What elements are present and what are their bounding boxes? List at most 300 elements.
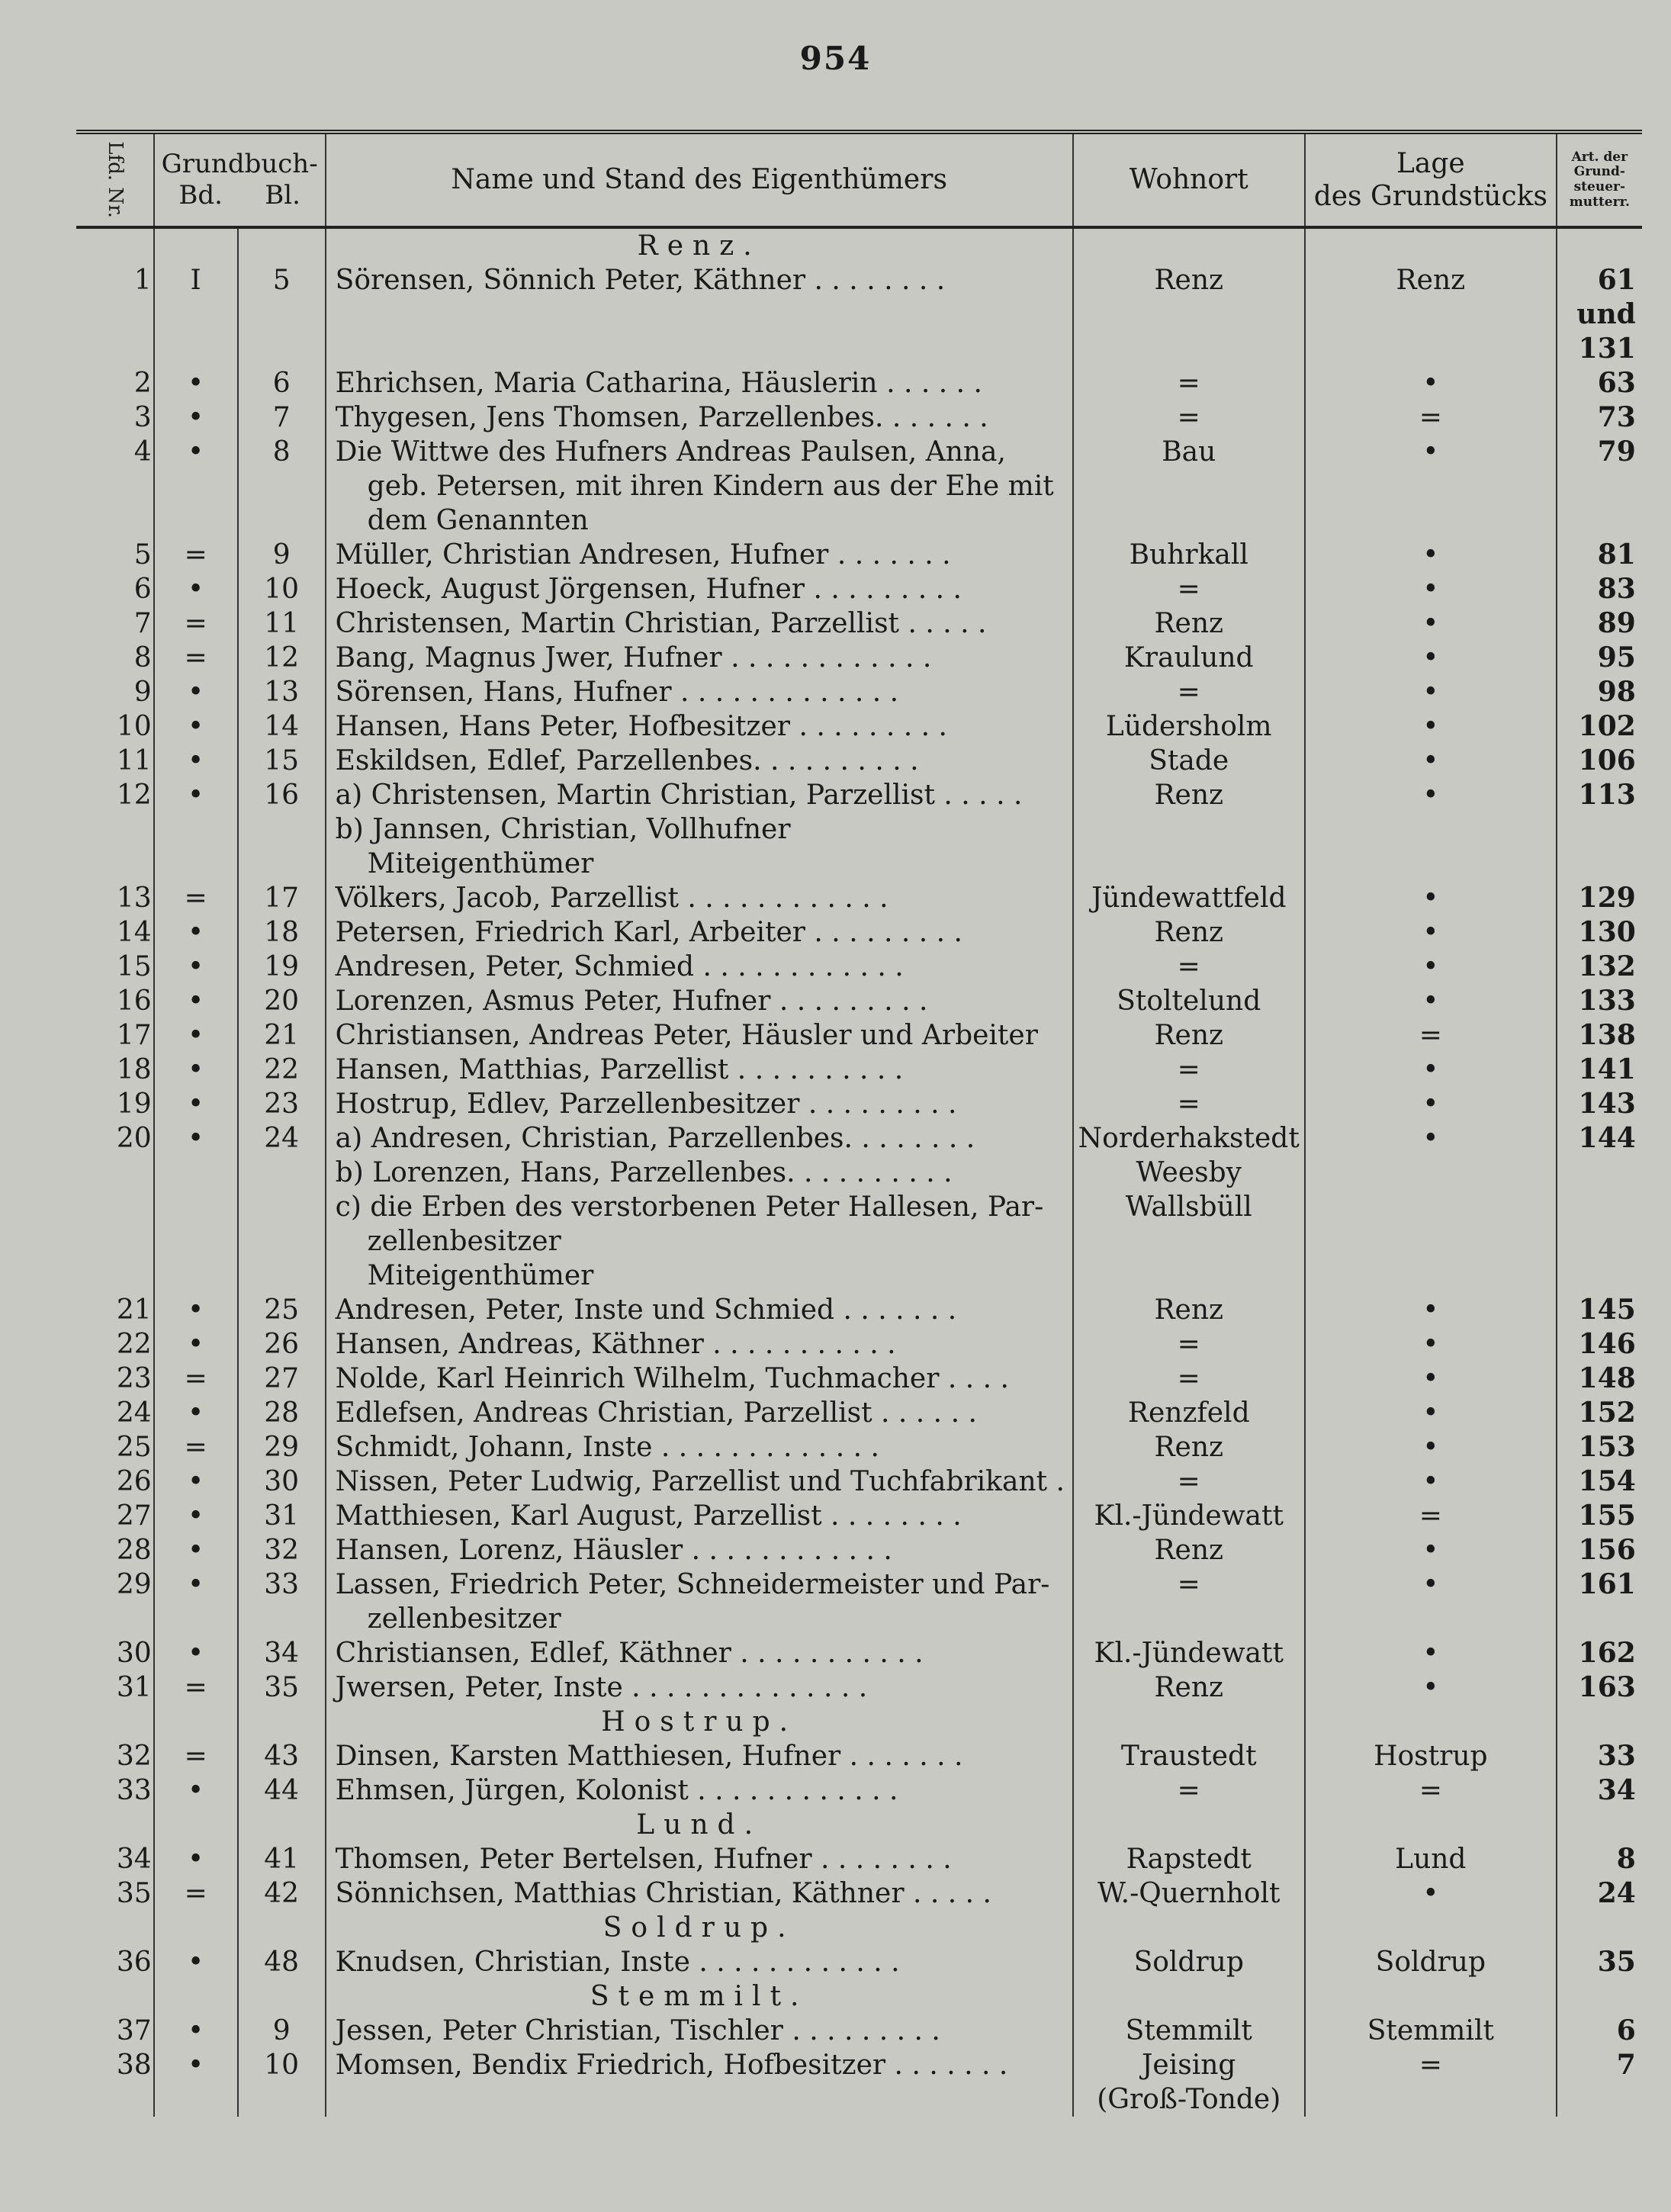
owner-name-line: Hansen, Hans Peter, Hofbesitzer . . . . . . . . .: [335, 711, 947, 742]
owner-name: [326, 2014, 1073, 2048]
owner-name: [326, 1121, 1073, 1293]
grundbuch-band: •: [154, 1327, 238, 1362]
owner-name-line: Momsen, Bendix Friedrich, Hofbesitzer . . . . . . .: [335, 2050, 1008, 2081]
owner-name-line: zellenbesitzer: [367, 1226, 561, 1257]
table-row: [76, 778, 1642, 881]
grundbuch-band: I: [154, 263, 238, 366]
owner-name-line: Knudsen, Christian, Inste . . . . . . . . . . . .: [335, 1947, 900, 1978]
artikel-number: [1557, 1430, 1642, 1464]
lage: •: [1305, 1053, 1557, 1087]
table-row: [76, 984, 1642, 1018]
wohnort: [1073, 2048, 1305, 2117]
table-row: [76, 1430, 1642, 1464]
wohnort-line: Lüdersholm: [1105, 711, 1272, 742]
lage: •: [1305, 606, 1557, 641]
grundbuch-band: =: [154, 1430, 238, 1464]
wohnort-line: Bau: [1162, 436, 1216, 468]
wohnort: [1073, 1876, 1305, 1911]
artikel-line: 138: [1578, 1019, 1636, 1051]
artikel-line: 141: [1578, 1053, 1636, 1085]
table-row: [76, 538, 1642, 572]
grundbuch-blatt: 5: [238, 263, 326, 366]
lage: Soldrup: [1305, 1945, 1557, 1979]
wohnort: [1073, 744, 1305, 778]
artikel-line: 162: [1578, 1637, 1636, 1669]
wohnort: [1073, 641, 1305, 675]
lage: •: [1305, 915, 1557, 950]
owner-name: [326, 1464, 1073, 1499]
grundbuch-band: =: [154, 538, 238, 572]
wohnort: [1073, 1362, 1305, 1396]
row-number: 27: [76, 1499, 154, 1533]
artikel-number: [1557, 1362, 1642, 1396]
group-heading-row: [76, 1705, 1642, 1739]
artikel-number: [1557, 778, 1642, 881]
grundbuch-blatt: 15: [238, 744, 326, 778]
grundbuch-band: •: [154, 1053, 238, 1087]
wohnort: [1073, 1053, 1305, 1087]
artikel-number: [1557, 1053, 1642, 1087]
artikel-line: 163: [1578, 1671, 1636, 1703]
header-bl: Bl.: [265, 180, 300, 211]
artikel-line: 145: [1578, 1294, 1636, 1326]
owner-name: [326, 1362, 1073, 1396]
table-body: [76, 227, 1642, 2117]
wohnort: [1073, 1636, 1305, 1670]
wohnort: [1073, 1739, 1305, 1773]
grundbuch-blatt: 29: [238, 1430, 326, 1464]
wohnort-line: Renz: [1154, 917, 1224, 948]
artikel-number: [1557, 881, 1642, 915]
owner-name-line: Sönnichsen, Matthias Christian, Käthner . . . . .: [335, 1878, 991, 1909]
owner-name-line: zellenbesitzer: [367, 1603, 561, 1635]
row-number: 29: [76, 1567, 154, 1636]
artikel-number: [1557, 1842, 1642, 1876]
row-number: 7: [76, 606, 154, 641]
lage: •: [1305, 1430, 1557, 1464]
row-number: 30: [76, 1636, 154, 1670]
lage: •: [1305, 1876, 1557, 1911]
artikel-line: 81: [1597, 539, 1636, 571]
lage: •: [1305, 1087, 1557, 1121]
grundbuch-blatt: 32: [238, 1533, 326, 1567]
lage: •: [1305, 744, 1557, 778]
owner-name-line: Christiansen, Edlef, Käthner . . . . . . . . . . .: [335, 1638, 924, 1669]
row-number: 6: [76, 572, 154, 606]
owner-name: [326, 1327, 1073, 1362]
lage: •: [1305, 538, 1557, 572]
wohnort: [1073, 915, 1305, 950]
artikel-line: 146: [1578, 1328, 1636, 1360]
grundbuch-blatt: 6: [238, 366, 326, 400]
grundbuch-band: •: [154, 984, 238, 1018]
artikel-number: [1557, 606, 1642, 641]
grundbuch-band: •: [154, 572, 238, 606]
artikel-number: [1557, 1773, 1642, 1808]
owner-name-line: Petersen, Friedrich Karl, Arbeiter . . . . . . . . .: [335, 917, 962, 948]
wohnort: [1073, 572, 1305, 606]
grundbuch-blatt: 28: [238, 1396, 326, 1430]
artikel-number: [1557, 1533, 1642, 1567]
row-number: 32: [76, 1739, 154, 1773]
owner-name: [326, 641, 1073, 675]
wohnort: [1073, 1121, 1305, 1293]
artikel-number: [1557, 641, 1642, 675]
wohnort-line: =: [1177, 402, 1200, 433]
table-row: [76, 2014, 1642, 2048]
wohnort-line: =: [1177, 677, 1200, 708]
wohnort-line: Wallsbüll: [1125, 1191, 1252, 1223]
artikel-number: [1557, 2014, 1642, 2048]
row-number: 11: [76, 744, 154, 778]
row-number: 19: [76, 1087, 154, 1121]
table-row: [76, 675, 1642, 709]
table-row: [76, 881, 1642, 915]
grundbuch-blatt: 9: [238, 538, 326, 572]
table-row: [76, 1396, 1642, 1430]
owner-name: [326, 881, 1073, 915]
owner-name: [326, 915, 1073, 950]
artikel-number: [1557, 1087, 1642, 1121]
owner-name: [326, 1018, 1073, 1053]
grundbuch-blatt: 35: [238, 1670, 326, 1705]
owner-name: [326, 366, 1073, 400]
owner-name-line: Miteigenthümer: [367, 1260, 594, 1291]
grundbuch-band: =: [154, 881, 238, 915]
wohnort-line: =: [1177, 1775, 1200, 1806]
artikel-number: [1557, 1739, 1642, 1773]
wohnort-line: Traustedt: [1120, 1741, 1257, 1772]
artikel-number: [1557, 2048, 1642, 2117]
lage: Lund: [1305, 1842, 1557, 1876]
table-row: [76, 400, 1642, 435]
wohnort-line: Renz: [1154, 1535, 1224, 1566]
row-number: 35: [76, 1876, 154, 1911]
grundbuch-band: •: [154, 950, 238, 984]
lage: Hostrup: [1305, 1739, 1557, 1773]
owner-name-line: Christensen, Martin Christian, Parzellist . . . . .: [335, 608, 987, 639]
grundbuch-band: =: [154, 1670, 238, 1705]
row-number: 3: [76, 400, 154, 435]
artikel-number: [1557, 950, 1642, 984]
grundbuch-band: •: [154, 400, 238, 435]
wohnort: [1073, 1293, 1305, 1327]
lage: =: [1305, 400, 1557, 435]
table-row: [76, 1945, 1642, 1979]
header-wohnort: Wohnort: [1073, 132, 1305, 227]
grundbuch-blatt: 24: [238, 1121, 326, 1293]
grundbuch-blatt: 13: [238, 675, 326, 709]
grundbuch-blatt: 30: [238, 1464, 326, 1499]
row-number: 23: [76, 1362, 154, 1396]
artikel-number: [1557, 1876, 1642, 1911]
owner-name-line: Eskildsen, Edlef, Parzellenbes. . . . . . . . . .: [335, 745, 919, 776]
grundbuch-band: •: [154, 1396, 238, 1430]
owner-name-line: c) die Erben des verstorbenen Peter Hallesen, Par-: [335, 1191, 1044, 1223]
grundbuch-blatt: 12: [238, 641, 326, 675]
table-row: [76, 1567, 1642, 1636]
owner-name: [326, 538, 1073, 572]
wohnort: [1073, 950, 1305, 984]
table-row: [76, 263, 1642, 366]
grundbuch-band: •: [154, 1567, 238, 1636]
owner-name: [326, 1430, 1073, 1464]
grundbuch-band: •: [154, 1533, 238, 1567]
artikel-line: 63: [1597, 367, 1636, 399]
wohnort-line: Norderhakstedt: [1078, 1123, 1300, 1154]
owner-name-line: Hansen, Lorenz, Häusler . . . . . . . . . . . .: [335, 1535, 892, 1566]
owner-name: [326, 1053, 1073, 1087]
table-row: [76, 1121, 1642, 1293]
artikel-number: [1557, 1293, 1642, 1327]
lage: =: [1305, 1018, 1557, 1053]
grundbuch-band: •: [154, 1018, 238, 1053]
lage: •: [1305, 950, 1557, 984]
grundbuch-band: •: [154, 744, 238, 778]
wohnort-line: Renz: [1154, 780, 1224, 811]
wohnort: [1073, 881, 1305, 915]
owner-name-line: Edlefsen, Andreas Christian, Parzellist . . . . . .: [335, 1397, 977, 1429]
owner-name: [326, 744, 1073, 778]
owner-name: [326, 1396, 1073, 1430]
wohnort: [1073, 1670, 1305, 1705]
wohnort: [1073, 1567, 1305, 1636]
artikel-number: [1557, 1121, 1642, 1293]
table-row: [76, 1533, 1642, 1567]
table-row: [76, 2048, 1642, 2117]
row-number: 18: [76, 1053, 154, 1087]
owner-name-line: Die Wittwe des Hufners Andreas Paulsen, Anna,: [335, 436, 1006, 468]
header-name: Name und Stand des Eigenthümers: [326, 132, 1073, 227]
row-number: 26: [76, 1464, 154, 1499]
wohnort: [1073, 400, 1305, 435]
table-row: [76, 1293, 1642, 1327]
artikel-line: 153: [1578, 1431, 1636, 1463]
row-number: 4: [76, 435, 154, 538]
lage: •: [1305, 435, 1557, 538]
wohnort: [1073, 709, 1305, 744]
wohnort-line: Renzfeld: [1127, 1397, 1250, 1429]
lage: •: [1305, 675, 1557, 709]
artikel-line: 143: [1578, 1088, 1636, 1120]
grundbuch-band: •: [154, 1464, 238, 1499]
grundbuch-blatt: 10: [238, 2048, 326, 2117]
table-row: [76, 1464, 1642, 1499]
artikel-line: 61: [1597, 264, 1636, 296]
artikel-line: 131: [1578, 333, 1636, 365]
wohnort: [1073, 1018, 1305, 1053]
lage: •: [1305, 1670, 1557, 1705]
lage: •: [1305, 1464, 1557, 1499]
wohnort-line: Jeising: [1142, 2050, 1236, 2081]
grundbuch-blatt: 10: [238, 572, 326, 606]
owner-name-line: Jessen, Peter Christian, Tischler . . . . . . . . .: [335, 2015, 940, 2046]
owner-name-line: Andresen, Peter, Schmied . . . . . . . . . . . .: [335, 951, 904, 982]
artikel-line: 35: [1597, 1946, 1636, 1978]
wohnort: [1073, 1327, 1305, 1362]
table-row: [76, 950, 1642, 984]
lage: =: [1305, 1499, 1557, 1533]
table-row: [76, 1842, 1642, 1876]
row-number: 20: [76, 1121, 154, 1293]
wohnort-line: W.-Quernholt: [1097, 1878, 1281, 1909]
grundbuch-blatt: 44: [238, 1773, 326, 1808]
table-row: [76, 366, 1642, 400]
owner-name: [326, 950, 1073, 984]
wohnort-line: Kraulund: [1123, 642, 1254, 674]
table-row: [76, 1670, 1642, 1705]
wohnort-line: Renz: [1154, 1672, 1224, 1703]
lage: •: [1305, 1362, 1557, 1396]
table-row: [76, 641, 1642, 675]
lage: •: [1305, 1121, 1557, 1293]
table-row: [76, 606, 1642, 641]
grundbuch-band: =: [154, 641, 238, 675]
grundbuch-band: =: [154, 1362, 238, 1396]
grundbuch-band: •: [154, 709, 238, 744]
artikel-line: 8: [1616, 1843, 1636, 1875]
wohnort: [1073, 606, 1305, 641]
artikel-line: 113: [1578, 779, 1636, 811]
artikel-line: 98: [1597, 676, 1636, 708]
grundbuch-blatt: 8: [238, 435, 326, 538]
wohnort-line: Stoltelund: [1117, 985, 1261, 1017]
wohnort-line: =: [1177, 1329, 1200, 1360]
grundbuch-band: •: [154, 778, 238, 881]
row-number: 34: [76, 1842, 154, 1876]
wohnort: [1073, 435, 1305, 538]
wohnort: [1073, 538, 1305, 572]
grundbuch-band: =: [154, 1739, 238, 1773]
lage: •: [1305, 366, 1557, 400]
row-number: 14: [76, 915, 154, 950]
owner-name: [326, 1499, 1073, 1533]
header-art: Art. der Grund- steuer- mutterr.: [1557, 132, 1642, 227]
artikel-number: [1557, 915, 1642, 950]
grundbuch-blatt: 19: [238, 950, 326, 984]
row-number: 16: [76, 984, 154, 1018]
grundbuch-blatt: 42: [238, 1876, 326, 1911]
grundbuch-blatt: 41: [238, 1842, 326, 1876]
grundbuch-blatt: 20: [238, 984, 326, 1018]
owner-name-line: Thomsen, Peter Bertelsen, Hufner . . . . . . . .: [335, 1844, 952, 1875]
table-row: [76, 709, 1642, 744]
owner-name-line: b) Lorenzen, Hans, Parzellenbes. . . . . . . . . .: [335, 1157, 953, 1188]
artikel-line: 132: [1578, 950, 1636, 982]
table-row: [76, 1636, 1642, 1670]
grundbuch-blatt: 18: [238, 915, 326, 950]
owner-name: [326, 263, 1073, 366]
lage: •: [1305, 709, 1557, 744]
owner-name-line: Lassen, Friedrich Peter, Schneidermeister und Par-: [335, 1569, 1050, 1600]
wohnort-line: Renz: [1154, 1294, 1224, 1326]
owner-name-line: a) Andresen, Christian, Parzellenbes. . . . . . . .: [335, 1123, 975, 1154]
wohnort-line: Renz: [1154, 265, 1224, 296]
group-heading: Hostrup.: [326, 1705, 1073, 1739]
grundbuch-blatt: 31: [238, 1499, 326, 1533]
owner-name-line: Lorenzen, Asmus Peter, Hufner . . . . . . . . .: [335, 985, 928, 1017]
wohnort: [1073, 1945, 1305, 1979]
grundbuch-blatt: 11: [238, 606, 326, 641]
wohnort-line: Kl.-Jündewatt: [1094, 1500, 1284, 1532]
row-number: 10: [76, 709, 154, 744]
table-row: [76, 1362, 1642, 1396]
grundbuch-blatt: 17: [238, 881, 326, 915]
wohnort-line: Renz: [1154, 1020, 1224, 1051]
grundbuch-band: •: [154, 1945, 238, 1979]
lage: •: [1305, 881, 1557, 915]
artikel-line: 106: [1578, 744, 1636, 776]
wohnort-line: Kl.-Jündewatt: [1094, 1638, 1284, 1669]
lage: •: [1305, 1533, 1557, 1567]
lage: Stemmilt: [1305, 2014, 1557, 2048]
grundbuch-band: •: [154, 435, 238, 538]
artikel-line: 155: [1578, 1500, 1636, 1532]
artikel-number: [1557, 1464, 1642, 1499]
lage: •: [1305, 1396, 1557, 1430]
owner-name: [326, 1842, 1073, 1876]
lage: =: [1305, 1773, 1557, 1808]
table-row: [76, 1739, 1642, 1773]
owner-name-line: Völkers, Jacob, Parzellist . . . . . . . . . . . .: [335, 883, 889, 914]
artikel-line: 156: [1578, 1534, 1636, 1566]
wohnort: [1073, 1087, 1305, 1121]
wohnort: [1073, 263, 1305, 366]
artikel-line: 24: [1597, 1877, 1636, 1909]
wohnort-line: Soldrup: [1133, 1947, 1244, 1978]
wohnort-line: Stade: [1149, 745, 1229, 776]
wohnort-line: Stemmilt: [1125, 2015, 1252, 2046]
artikel-number: [1557, 709, 1642, 744]
table-row: [76, 1499, 1642, 1533]
lage: •: [1305, 984, 1557, 1018]
grundbuch-blatt: 26: [238, 1327, 326, 1362]
row-number: 15: [76, 950, 154, 984]
wohnort: [1073, 1396, 1305, 1430]
owner-name: [326, 1945, 1073, 1979]
owner-name-line: Thygesen, Jens Thomsen, Parzellenbes. . . . . . .: [335, 402, 988, 433]
wohnort-line: =: [1177, 1088, 1200, 1120]
owner-name-line: Hostrup, Edlev, Parzellenbesitzer . . . . . . . . .: [335, 1088, 957, 1120]
row-number: 22: [76, 1327, 154, 1362]
table-row: [76, 1773, 1642, 1808]
header-lfd-nr: Lfd. Nr.: [76, 132, 154, 227]
wohnort: [1073, 1773, 1305, 1808]
owner-name: [326, 1293, 1073, 1327]
lage: Renz: [1305, 263, 1557, 366]
owner-name: [326, 1533, 1073, 1567]
artikel-number: [1557, 572, 1642, 606]
owner-name-line: Müller, Christian Andresen, Hufner . . . . . . .: [335, 539, 951, 571]
group-heading: Stemmilt.: [326, 1979, 1073, 2014]
grundbuch-blatt: 25: [238, 1293, 326, 1327]
grundbuch-band: •: [154, 1636, 238, 1670]
owner-name: [326, 1739, 1073, 1773]
owner-name-line: dem Genannten: [367, 505, 589, 536]
wohnort-line: Buhrkall: [1129, 539, 1248, 571]
row-number: 9: [76, 675, 154, 709]
artikel-line: 133: [1578, 985, 1636, 1017]
grundbuch-blatt: 33: [238, 1567, 326, 1636]
wohnort-line: =: [1177, 1054, 1200, 1085]
artikel-line: 79: [1597, 436, 1636, 468]
wohnort: [1073, 1533, 1305, 1567]
owner-name: [326, 572, 1073, 606]
artikel-line: 152: [1578, 1397, 1636, 1429]
row-number: 8: [76, 641, 154, 675]
artikel-number: [1557, 675, 1642, 709]
grundbuch-blatt: 16: [238, 778, 326, 881]
